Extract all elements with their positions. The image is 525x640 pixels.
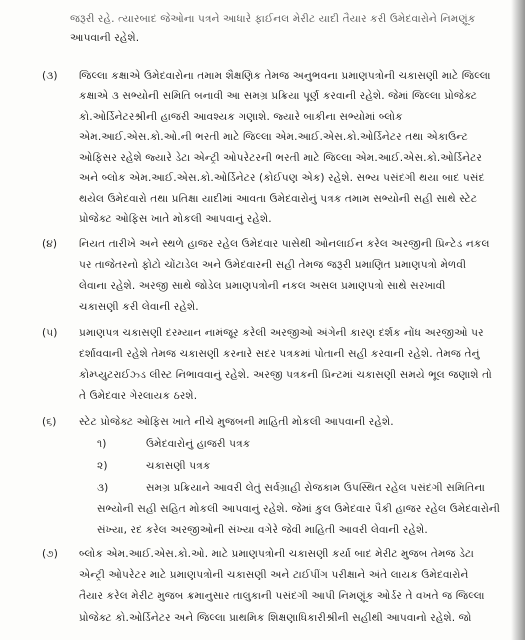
- paragraph-6-item-3-text: સમગ્ર પ્રક્રિયાને આવરી લેતું સર્વગ્રાહી રોજકામ ઉપસ્થિત રહેલ પસંદગી સમિતિના: [146, 482, 485, 494]
- paragraph-4-line-2: પર તાજેતરનો ફોટો ચોંટાડેલ અને ઉમેદવારની સહી તેમજ જરૂરી પ્રમાણિત પ્રમાણપત્રો મેળવી: [79, 259, 467, 271]
- paragraph-3-line-6: અને બ્લોક એમ.આઈ.એસ.કો.ઓર્ડિનેટર (કોઈપણ એક) રહેશે. સભ્ય પસંદગી થયા બાદ પસંદ: [79, 172, 485, 184]
- paragraph-6-item-2-number: ૨): [97, 460, 108, 472]
- paragraph-4-line-1: નિયત તારીખે અને સ્થળે હાજર રહેલ ઉમેદવાર પાસેથી ઓનલાઈન કરેલ અરજીની પ્રિન્ટેડ નકલ: [79, 238, 490, 250]
- paragraph-6-item-3-number: ૩): [97, 482, 109, 494]
- paragraph-5-line-1: પ્રમાણપત્ર ચકાસણી દરમ્યાન નામંજૂર કરેલી અરજીઓ અંગેની કારણ દર્શક નોંધ અરજીઓ પર: [79, 327, 484, 339]
- paragraph-3-line-1: જિલ્લા કક્ષાએ ઉમેદવારોના તમામ શૈક્ષણિક તેમજ અનુભવના પ્રમાણપત્રોની ચકાસણી માટે જિલ્લા: [79, 70, 491, 82]
- paragraph-6-item-1-text: ઉમેદવારોનું હાજરી પત્રક: [146, 438, 251, 450]
- paragraph-6-item-3-continuation-2: સંખ્યા, રદ કરેલ અરજીઓની સંખ્યા વગેરે જેવી માહિતી આવરી લેવાની રહેશે.: [97, 524, 428, 536]
- paragraph-3-number: (૩): [42, 70, 58, 82]
- intro-line-2: આપવાની રહેશે.: [70, 32, 140, 44]
- paragraph-4-number: (૪): [42, 238, 58, 250]
- paragraph-5-line-3: કોમ્પ્યુટરાઈઝ્ડ લીસ્ટ નિભાવવાનું રહેશે. અરજી પત્રકની પ્રિન્ટમાં ચકાસણી સમયે ભૂલ જણાશે તો: [79, 369, 492, 381]
- paragraph-5-line-4: તે ઉમેદવાર ગેરલાયક ઠરશે.: [79, 390, 198, 402]
- paragraph-3-line-8: પ્રોજેક્ટ ઓફિસ ખાતે મોકલી આપવાનું રહેશે.: [79, 213, 272, 225]
- paragraph-7-line-4: પ્રોજેક્ટ કો.ઓર્ડિનેટર અને જિલ્લા પ્રાથમિક શિક્ષણાધિકારીશ્રીની સહીથી આપવાનો રહેશે. જો: [79, 612, 472, 624]
- paragraph-4-line-3: લેવાના રહેશે. અરજી સાથે જોડેલ પ્રમાણપત્રોની નકલ અસલ પ્રમાણપત્રો સાથે સરખાવી: [79, 280, 446, 292]
- paragraph-5-number: (૫): [42, 327, 58, 339]
- paragraph-7-line-3: તૈયાર કરેલ મેરીટ મુજબ ક્રમાનુસાર તાલુકાની પસંદગી આપી નિમણૂંક ઓર્ડર તે વખતે જ જિલ્લા: [79, 590, 485, 602]
- paragraph-6-number: (૬): [42, 416, 57, 428]
- paragraph-3-line-2: કક્ષાએ ૩ સભ્યોની સમિતિ બનાવી આ સમગ્ર પ્રક્રિયા પૂર્ણ કરવાની રહેશે. જેમાં જિલ્લા પ્રોજેક્ટ: [79, 90, 478, 102]
- page-edge-shadow: [511, 0, 525, 640]
- paragraph-7-line-2: એન્ટ્રી ઓપરેટર માટે પ્રમાણપત્રોની ચકાસણી અને ટાઈપીંગ પરીક્ષાને અંતે લાયક ઉમેદવારોને: [79, 569, 469, 581]
- paragraph-6-item-1-number: ૧): [97, 438, 107, 450]
- paragraph-7-line-1: બ્લોક એમ.આઈ.એસ.કો.ઓ. માટે પ્રમાણપત્રોની ચકાસણી કર્યા બાદ મેરીટ મુજબ તેમજ ડેટા: [79, 548, 474, 560]
- paragraph-3-line-3: કો.ઓર્ડિનેટરશ્રીની હાજરી આવશ્યક ગણાશે. જ્યારે બાકીના સભ્યોમાં બ્લોક: [79, 111, 403, 123]
- paragraph-6-item-3-continuation-1: સભ્યોની સહી સહિત મોકલી આપવાનું રહેશે. જેમાં કુલ ઉમેદવાર પૈકી હાજર રહેલ ઉમેદવારોની: [97, 503, 500, 515]
- paragraph-6-line-1: સ્ટેટ પ્રોજેક્ટ ઓફિસ ખાતે નીચે મુજબની માહિતી મોકલી આપવાની રહેશે.: [79, 416, 394, 428]
- paragraph-3-line-4: એમ.આઈ.એસ.કો.ઓ.ની ભરતી માટે જિલ્લા એમ.આઈ.એસ.કો.ઓર્ડિનેટર તથા એકાઉન્ટ: [79, 131, 468, 143]
- paragraph-3-line-7: થયેલ ઉમેદવારો તથા પ્રતિક્ષા યાદીમાં આવતા ઉમેદવારોનું પત્રક તમામ સભ્યોની સહી સાથે સ્ટેટ: [79, 193, 478, 205]
- paragraph-5-line-2: દર્શાવવાની રહેશે તેમજ ચકાસણી કરનારે સદર પત્રકમાં પોતાની સહી કરવાની રહેશે. તેમજ તેનું: [79, 348, 480, 360]
- paragraph-3-line-5: ઓફિસર રહેશે જ્યારે ડેટા એન્ટ્રી ઓપરેટરની ભરતી માટે જિલ્લા એમ.આઈ.એસ.કો.ઓર્ડિનેટર: [79, 152, 483, 164]
- paragraph-7-number: (૭): [42, 548, 58, 560]
- intro-line-1: જરૂરી રહે. ત્યારબાદ જેઓના પત્રને આધારે ફાઈનલ મેરીટ યાદી તૈયાર કરી ઉમેદવારોને નિમણૂંક: [70, 13, 476, 25]
- paragraph-6-item-2-text: ચકાસણી પત્રક: [146, 460, 211, 472]
- paragraph-4-line-4: ચકાસણી કરી લેવાની રહેશે.: [79, 301, 199, 313]
